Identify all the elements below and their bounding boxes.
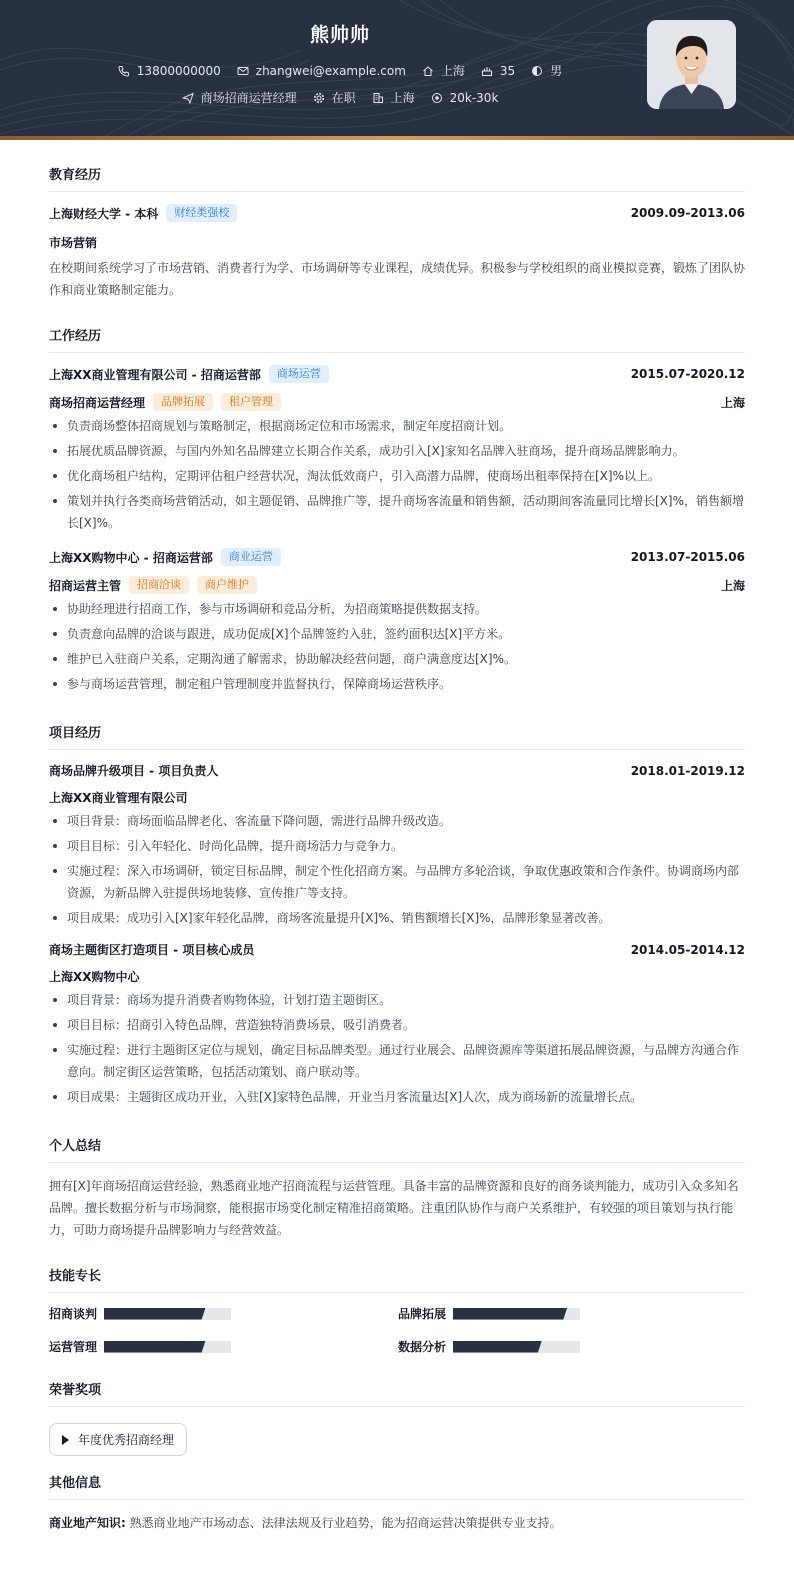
project-title: 商场品牌升级项目 - 项目负责人 bbox=[49, 764, 219, 778]
list-item: 项目成果：成功引入[X]家年轻化品牌，商场客流量提升[X]%、销售额增长[X]%，品牌形象显著改善。 bbox=[49, 907, 745, 929]
work-company: 上海XX商业管理有限公司 - 招商运营部 bbox=[49, 367, 261, 382]
skill-item bbox=[398, 1305, 736, 1322]
skill-item bbox=[49, 1338, 398, 1355]
location-text: 上海 bbox=[440, 64, 465, 78]
phone-text: 13800000000 bbox=[136, 63, 221, 78]
list-item: 项目目标：招商引入特色品牌，营造独特消费场景，吸引消费者。 bbox=[49, 1014, 745, 1036]
contact-row bbox=[0, 62, 680, 79]
list-item: 协助经理进行招商工作，参与市场调研和竞品分析，为招商策略提供数据支持。 bbox=[49, 598, 745, 620]
list-item: 项目目标：引入年轻化、时尚化品牌，提升商场活力与竞争力。 bbox=[49, 835, 745, 857]
work-company-tag: 商场运营 bbox=[269, 365, 329, 383]
list-item: 拓展优质品牌资源，与国内外知名品牌建立长期合作关系，成功引入[X]家知名品牌入驻商场，提升商场品牌影响力。 bbox=[49, 440, 745, 462]
email-text: zhangwei@example.com bbox=[255, 63, 406, 78]
list-item: 优化商场租户结构，定期评估租户经营状况，淘汰低效商户，引入高潜力品牌，使商场出租率保持在[X]%以上。 bbox=[49, 465, 745, 487]
salary-text: 20k-30k bbox=[449, 90, 499, 105]
list-item: 负责商场整体招商规划与策略制定，根据商场定位和市场需求，制定年度招商计划。 bbox=[49, 415, 745, 437]
project-item bbox=[49, 762, 745, 929]
project-header bbox=[49, 762, 745, 779]
work-role-row bbox=[49, 393, 745, 411]
play-icon bbox=[62, 1435, 69, 1445]
list-item: 项目背景：商场面临品牌老化、客流量下降问题，需进行品牌升级改造。 bbox=[49, 810, 745, 832]
target-position-text: 商场招商运营经理 bbox=[200, 91, 297, 105]
work-item bbox=[49, 548, 745, 695]
work-header bbox=[49, 548, 745, 566]
project-bullets bbox=[49, 989, 745, 1108]
project-date: 2014.05-2014.12 bbox=[630, 942, 745, 957]
target-city-item bbox=[372, 89, 415, 106]
list-item: 项目成果：主题街区成功开业，入驻[X]家特色品牌，开业当月客流量达[X]人次，成为商场新的流量增长点。 bbox=[49, 1086, 745, 1108]
work-role: 商场招商运营经理 bbox=[49, 395, 146, 410]
work-role-tag: 品牌拓展 bbox=[153, 393, 213, 411]
section-title-awards: 荣誉奖项 bbox=[49, 1355, 745, 1407]
profile-photo bbox=[647, 20, 736, 109]
phone-item bbox=[118, 64, 221, 78]
section-title-education: 教育经历 bbox=[49, 140, 745, 192]
skill-label: 品牌拓展 bbox=[398, 1307, 447, 1321]
gender-icon bbox=[531, 65, 543, 77]
skill-bar-fill bbox=[453, 1308, 567, 1320]
work-role: 招商运营主管 bbox=[49, 578, 122, 593]
education-major: 市场营销 bbox=[49, 236, 98, 250]
skill-item bbox=[49, 1305, 398, 1322]
skill-bar bbox=[453, 1308, 580, 1320]
list-item: 实施过程：进行主题街区定位与规划，确定目标品牌类型。通过行业展会、品牌资源库等渠道拓展品牌资源，与品牌方沟通合作意向。制定街区运营策略，包括活动策划、商户联动等。 bbox=[49, 1039, 745, 1083]
work-role-tag: 招商洽谈 bbox=[129, 576, 189, 594]
salary-item bbox=[431, 91, 499, 105]
status-text: 在职 bbox=[331, 91, 356, 105]
skill-bar-fill bbox=[453, 1341, 542, 1353]
cake-icon bbox=[481, 65, 493, 77]
status-item bbox=[313, 89, 356, 106]
target-city-text: 上海 bbox=[390, 91, 415, 105]
email-item bbox=[237, 64, 406, 78]
project-bullets bbox=[49, 810, 745, 929]
skill-bar bbox=[453, 1341, 580, 1353]
work-item bbox=[49, 365, 745, 534]
work-header bbox=[49, 365, 745, 383]
school-tag: 财经类强校 bbox=[166, 204, 237, 222]
work-date: 2015.07-2020.12 bbox=[630, 367, 745, 381]
age-text: 35 bbox=[499, 63, 516, 78]
gear-icon bbox=[313, 92, 325, 104]
education-header bbox=[49, 204, 745, 222]
project-title: 商场主题街区打造项目 - 项目核心成员 bbox=[49, 943, 255, 957]
list-item: 参与商场运营管理，制定租户管理制度并监督执行，保障商场运营秩序。 bbox=[49, 673, 745, 695]
list-item: 实施过程：深入市场调研，锁定目标品牌，制定个性化招商方案。与品牌方多轮洽谈，争取优惠政策和合作条件。协调商场内部资源，为新品牌入驻提供场地装修、宣传推广等支持。 bbox=[49, 860, 745, 904]
work-company: 上海XX购物中心 - 招商运营部 bbox=[49, 550, 213, 565]
resume-body bbox=[0, 140, 794, 1534]
candidate-name: 熊帅帅 bbox=[309, 24, 370, 46]
send-icon bbox=[182, 92, 194, 104]
list-item: 维护已入驻商户关系，定期沟通了解需求，协助解决经营问题，商户满意度达[X]%。 bbox=[49, 648, 745, 670]
email-icon bbox=[237, 65, 249, 77]
project-date: 2018.01-2019.12 bbox=[630, 763, 745, 778]
list-item: 项目背景：商场为提升消费者购物体验，计划打造主题街区。 bbox=[49, 989, 745, 1011]
header-accent-bar bbox=[0, 136, 794, 140]
skill-label: 数据分析 bbox=[398, 1340, 447, 1354]
work-company-tag: 商业运营 bbox=[221, 548, 281, 566]
gender-text: 男 bbox=[550, 64, 563, 78]
skill-label: 运营管理 bbox=[49, 1340, 98, 1354]
skill-bar-fill bbox=[104, 1341, 206, 1353]
work-role-row bbox=[49, 576, 745, 594]
other-info bbox=[49, 1512, 745, 1534]
work-role-tag: 商户维护 bbox=[197, 576, 257, 594]
work-bullets bbox=[49, 415, 745, 534]
resume-header bbox=[0, 0, 794, 140]
project-org: 上海XX购物中心 bbox=[49, 970, 140, 984]
avatar-portrait bbox=[647, 20, 736, 109]
home-icon bbox=[422, 65, 434, 77]
location-item bbox=[422, 62, 465, 79]
work-city: 上海 bbox=[720, 395, 745, 410]
summary-text: 拥有[X]年商场招商运营经验，熟悉商业地产招商流程与运营管理。具备丰富的品牌资源和良好的商务谈判能力，成功引入众多知名品牌。擅长数据分析与市场洞察，能根据市场变化制定精准招商策略。注重团队协作与商户关系维护，有较强的项目策划与执行能力，可助力商场提升品牌影响力与经营效益。 bbox=[49, 1179, 739, 1237]
skill-label: 招商谈判 bbox=[49, 1307, 98, 1321]
work-role-tag: 租户管理 bbox=[221, 393, 281, 411]
other-info-text: 熟悉商业地产市场动态、法律法规及行业趋势，能为招商运营决策提供专业支持。 bbox=[129, 1516, 562, 1530]
skill-bar bbox=[104, 1341, 231, 1353]
phone-icon bbox=[118, 65, 130, 77]
gender-item bbox=[531, 62, 562, 79]
section-title-summary: 个人总结 bbox=[49, 1111, 745, 1163]
skill-bar bbox=[104, 1308, 231, 1320]
project-header bbox=[49, 941, 745, 958]
section-title-skills: 技能专长 bbox=[49, 1241, 745, 1293]
work-bullets bbox=[49, 598, 745, 695]
job-intent-row bbox=[0, 89, 680, 106]
skill-item bbox=[398, 1338, 736, 1355]
award-label: 年度优秀招商经理 bbox=[78, 1433, 175, 1447]
section-title-other: 其他信息 bbox=[49, 1456, 745, 1500]
award-chip[interactable] bbox=[49, 1423, 187, 1456]
work-city: 上海 bbox=[720, 578, 745, 593]
skills-grid bbox=[49, 1305, 745, 1355]
work-date: 2013.07-2015.06 bbox=[630, 550, 745, 564]
project-org: 上海XX商业管理有限公司 bbox=[49, 791, 188, 805]
coin-icon bbox=[431, 92, 443, 104]
target-position-item bbox=[182, 89, 297, 106]
project-item bbox=[49, 941, 745, 1108]
school-name: 上海财经大学 - 本科 bbox=[49, 206, 159, 221]
age-item bbox=[481, 64, 515, 78]
section-title-work: 工作经历 bbox=[49, 301, 745, 353]
skill-bar-fill bbox=[104, 1308, 206, 1320]
building-icon bbox=[372, 92, 384, 104]
education-description: 在校期间系统学习了市场营销、消费者行为学、市场调研等专业课程，成绩优异。积极参与学校组织的商业模拟竞赛，锻炼了团队协作和商业策略制定能力。 bbox=[49, 261, 746, 297]
list-item: 策划并执行各类商场营销活动，如主题促销、品牌推广等，提升商场客流量和销售额，活动期间客流量同比增长[X]%，销售额增长[X]%。 bbox=[49, 490, 745, 534]
education-date: 2009.09-2013.06 bbox=[630, 206, 745, 220]
list-item: 负责意向品牌的洽谈与跟进，成功促成[X]个品牌签约入驻，签约面积达[X]平方米。 bbox=[49, 623, 745, 645]
section-title-projects: 项目经历 bbox=[49, 698, 745, 750]
other-info-label: 商业地产知识: bbox=[49, 1516, 126, 1530]
